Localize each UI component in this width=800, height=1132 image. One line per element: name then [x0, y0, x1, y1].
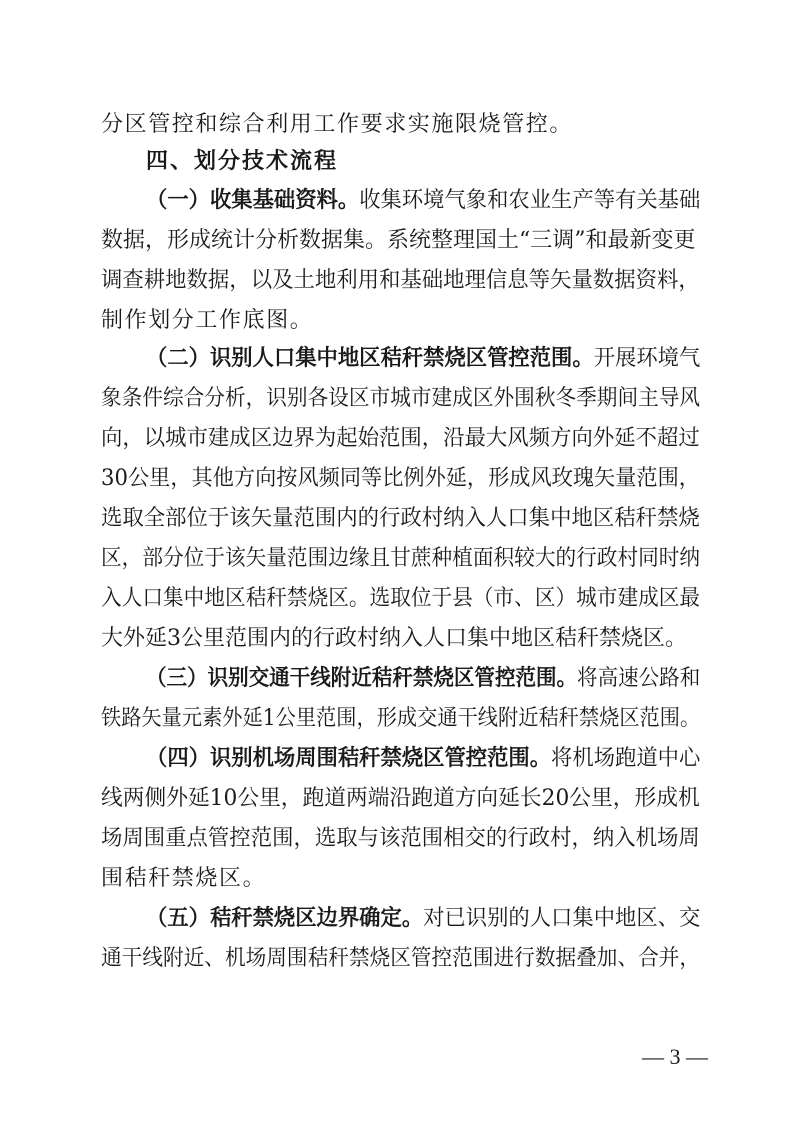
paragraph-line: 场周围重点管控范围，选取与该范围相交的行政村，纳入机场周 [101, 826, 700, 851]
subsection-title: （一）收集基础资料。 [146, 188, 360, 213]
subsection-title: （四）识别机场周围秸秆禁烧区管控范围。 [146, 746, 552, 771]
paragraph-line: 数据，形成统计分析数据集。系统整理国土“三调”和最新变更 [101, 228, 696, 253]
paragraph-line: 通干线附近、机场周围秸秆禁烧区管控范围进行数据叠加、合并， [101, 946, 701, 971]
paragraph-line: 30公里，其他方向按风频同等比例外延，形成风玫瑰矢量范围， [101, 466, 700, 491]
paragraph-line: 铁路矢量元素外延1公里范围，形成交通干线附近秸秆禁烧区范围。 [101, 706, 701, 731]
subsection-title: （三）识别交通干线附近秸秆禁烧区管控范围。 [146, 666, 578, 691]
paragraph-text: 开展环境气 [593, 346, 701, 371]
paragraph-text: 收集环境气象和农业生产等有关基础 [359, 188, 701, 213]
paragraph-text: 将高速公路和 [577, 666, 701, 691]
paragraph-line [146, 186, 700, 216]
paragraph-line: 大外延3公里范围内的行政村纳入人口集中地区秸秆禁烧区。 [101, 626, 687, 651]
paragraph-line: 入人口集中地区秸秆禁烧区。选取位于县（市、区）城市建成区最 [101, 586, 701, 611]
paragraph-line [146, 664, 700, 694]
paragraph-line [146, 904, 700, 934]
subsection-title: （二）识别人口集中地区秸秆禁烧区管控范围。 [146, 346, 594, 371]
paragraph-line: 选取全部位于该矢量范围内的行政村纳入人口集中地区秸秆禁烧 [101, 506, 700, 531]
page-number: — 3 — [642, 1044, 708, 1069]
paragraph-line: 向，以城市建成区边界为起始范围，沿最大风频方向外延不超过 [101, 426, 700, 451]
paragraph-text: 将机场跑道中心 [551, 746, 701, 771]
paragraph-line [146, 744, 700, 774]
paragraph-line: 分区管控和综合利用工作要求实施限烧管控。 [101, 112, 574, 137]
paragraph-line: 围秸秆禁烧区。 [101, 866, 267, 891]
paragraph-line [146, 344, 700, 374]
subsection-title: （五）秸秆禁烧区边界确定。 [146, 906, 424, 931]
paragraph-line: 象条件综合分析，识别各设区市城市建成区外围秋冬季期间主导风 [101, 386, 701, 411]
paragraph-line: 线两侧外延10公里，跑道两端沿跑道方向延长20公里，形成机 [101, 786, 700, 811]
paragraph-line: 区，部分位于该矢量范围边缘且甘蔗种植面积较大的行政村同时纳 [101, 546, 701, 571]
section-heading: 四、划分技术流程 [146, 149, 339, 174]
paragraph-text: 对已识别的人口集中地区、交 [423, 906, 701, 931]
paragraph-line: 制作划分工作底图。 [101, 308, 314, 333]
paragraph-line: 调查耕地数据，以及土地利用和基础地理信息等矢量数据资料， [101, 268, 700, 293]
